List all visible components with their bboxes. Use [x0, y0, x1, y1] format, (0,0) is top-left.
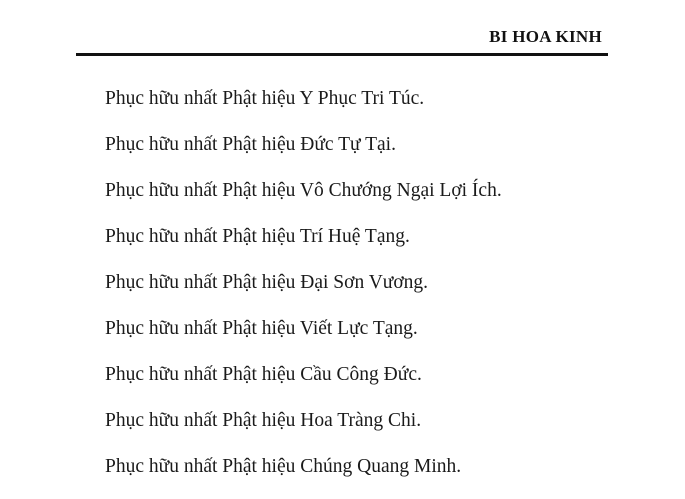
text-line: Phục hữu nhất Phật hiệu Hoa Tràng Chi.	[105, 410, 422, 431]
text-line: Phục hữu nhất Phật hiệu Đại Sơn Vương.	[105, 272, 429, 293]
header-title: BI HOA KINH	[489, 27, 602, 46]
text-line: Phục hữu nhất Phật hiệu Cầu Công Đức.	[105, 364, 422, 385]
text-line: Phục hữu nhất Phật hiệu Viết Lực Tạng.	[105, 318, 418, 339]
text-line: Phục hữu nhất Phật hiệu Trí Huệ Tạng.	[105, 226, 410, 247]
text-line: Phục hữu nhất Phật hiệu Đức Tự Tại.	[105, 134, 396, 155]
running-header	[76, 22, 608, 56]
text-body	[105, 85, 502, 499]
text-line: Phục hữu nhất Phật hiệu Chúng Quang Minh.	[105, 456, 462, 477]
text-line: Phục hữu nhất Phật hiệu Vô Chướng Ngại Lợi Ích.	[105, 180, 502, 201]
text-line: Phục hữu nhất Phật hiệu Y Phục Tri Túc.	[105, 88, 425, 109]
